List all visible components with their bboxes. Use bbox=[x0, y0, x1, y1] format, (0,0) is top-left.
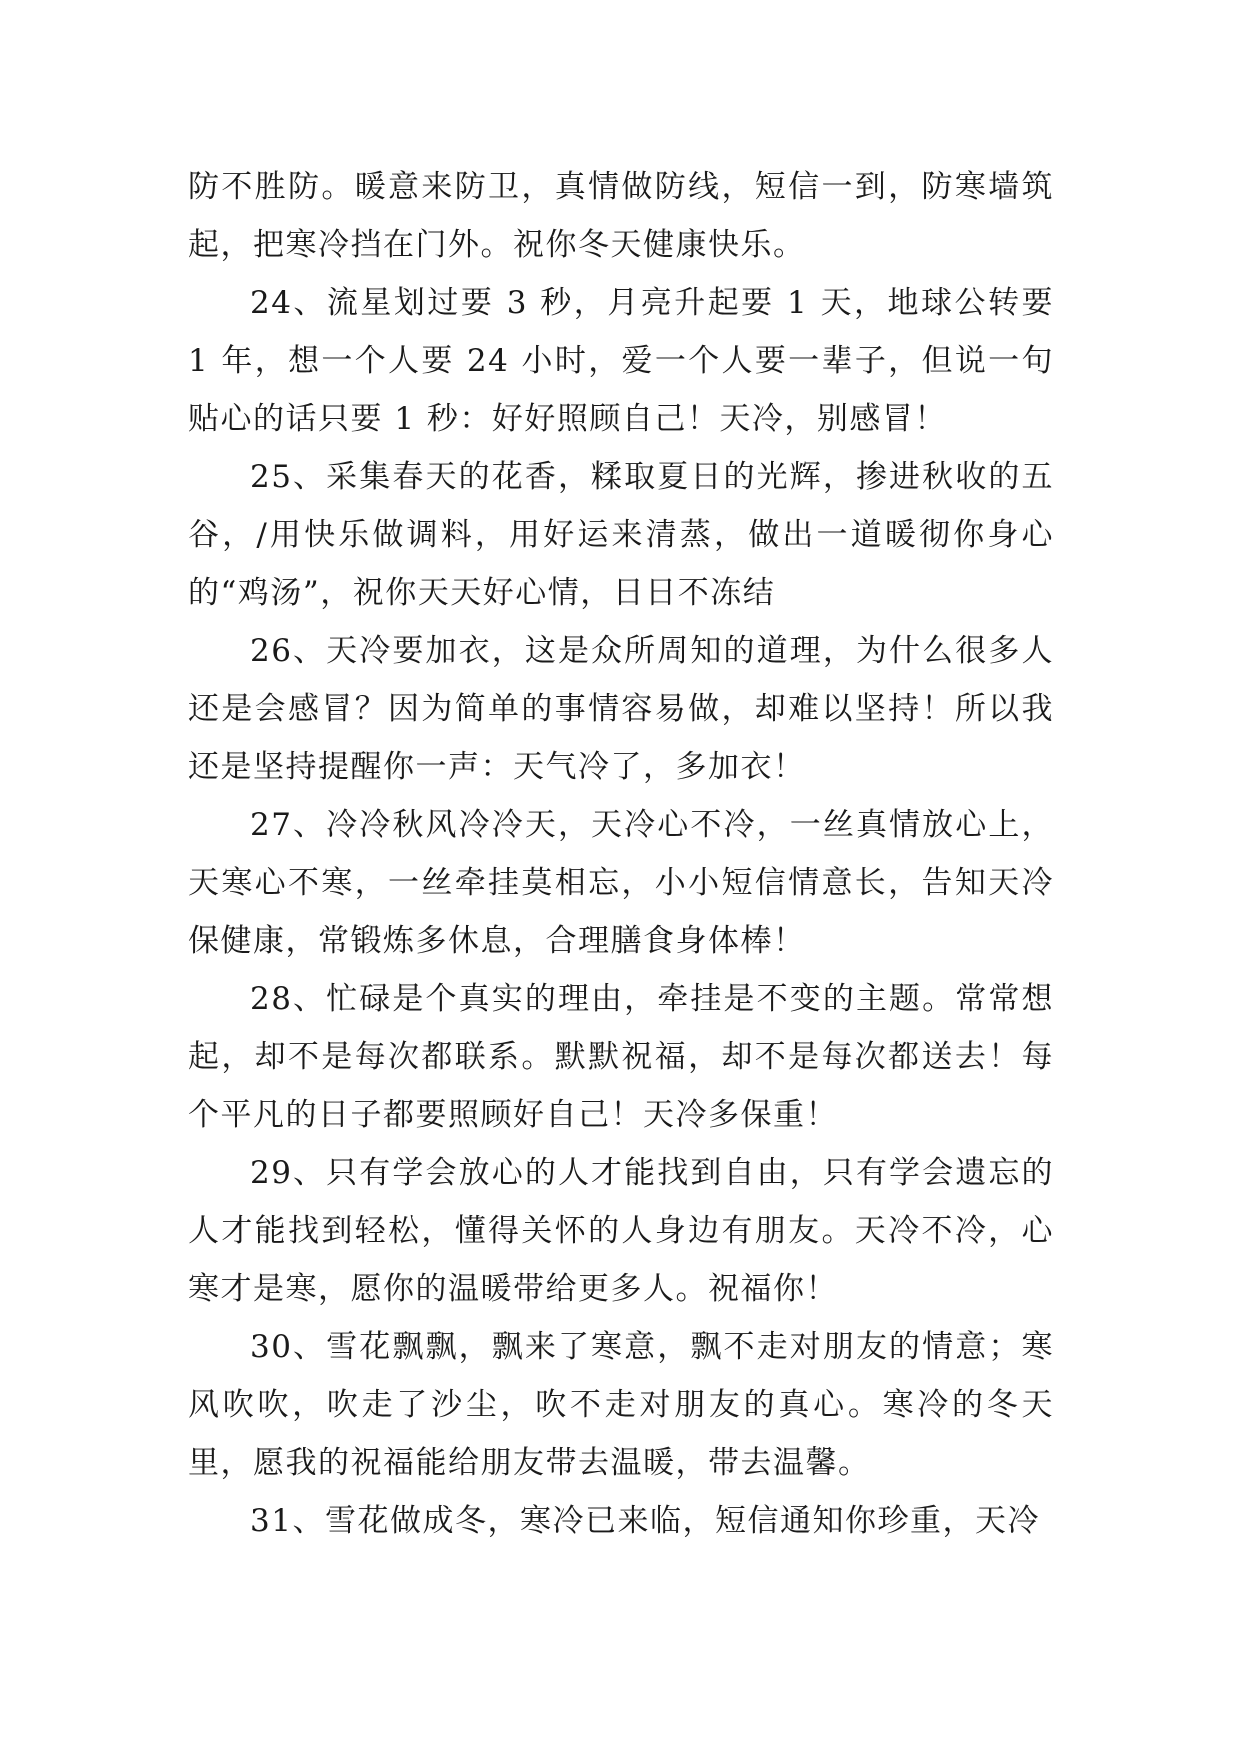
paragraph-continued: 防不胜防。暖意来防卫，真情做防线，短信一到，防寒墙筑起，把寒冷挡在门外。祝你冬天健康快乐。 bbox=[188, 169, 1054, 263]
text-column bbox=[188, 158, 1054, 1550]
paragraph-24: 24、流星划过要 3 秒，月亮升起要 1 天，地球公转要 1 年，想一个人要 24 小时，爱一个人要一辈子，但说一句贴心的话只要 1 秒：好好照顾自己！天冷，别感冒！ bbox=[188, 285, 1054, 437]
paragraph-31: 31、雪花做成冬，寒冷已来临，短信通知你珍重，天冷 bbox=[250, 1503, 1040, 1539]
paragraph-27: 27、冷冷秋风冷冷天，天冷心不冷，一丝真情放心上，天寒心不寒，一丝牵挂莫相忘，小小短信情意长，告知天冷保健康，常锻炼多休息，合理膳食身体棒！ bbox=[188, 807, 1054, 959]
paragraph-28: 28、忙碌是个真实的理由，牵挂是不变的主题。常常想起，却不是每次都联系。默默祝福，却不是每次都送去！每个平凡的日子都要照顾好自己！天冷多保重！ bbox=[188, 981, 1054, 1133]
paragraph-30: 30、雪花飘飘，飘来了寒意，飘不走对朋友的情意；寒风吹吹，吹走了沙尘，吹不走对朋友的真心。寒冷的冬天里，愿我的祝福能给朋友带去温暖，带去温馨。 bbox=[188, 1329, 1054, 1481]
paragraph-29: 29、只有学会放心的人才能找到自由，只有学会遗忘的人才能找到轻松，懂得关怀的人身边有朋友。天冷不冷，心寒才是寒，愿你的温暖带给更多人。祝福你！ bbox=[188, 1155, 1054, 1307]
paragraph-26: 26、天冷要加衣，这是众所周知的道理，为什么很多人还是会感冒？因为简单的事情容易做，却难以坚持！所以我还是坚持提醒你一声：天气冷了，多加衣！ bbox=[188, 633, 1054, 785]
paragraph-25: 25、采集春天的花香，糅取夏日的光辉，掺进秋收的五谷，/用快乐做调料，用好运来清蒸，做出一道暖彻你身心的“鸡汤”，祝你天天好心情，日日不冻结 bbox=[188, 459, 1054, 611]
